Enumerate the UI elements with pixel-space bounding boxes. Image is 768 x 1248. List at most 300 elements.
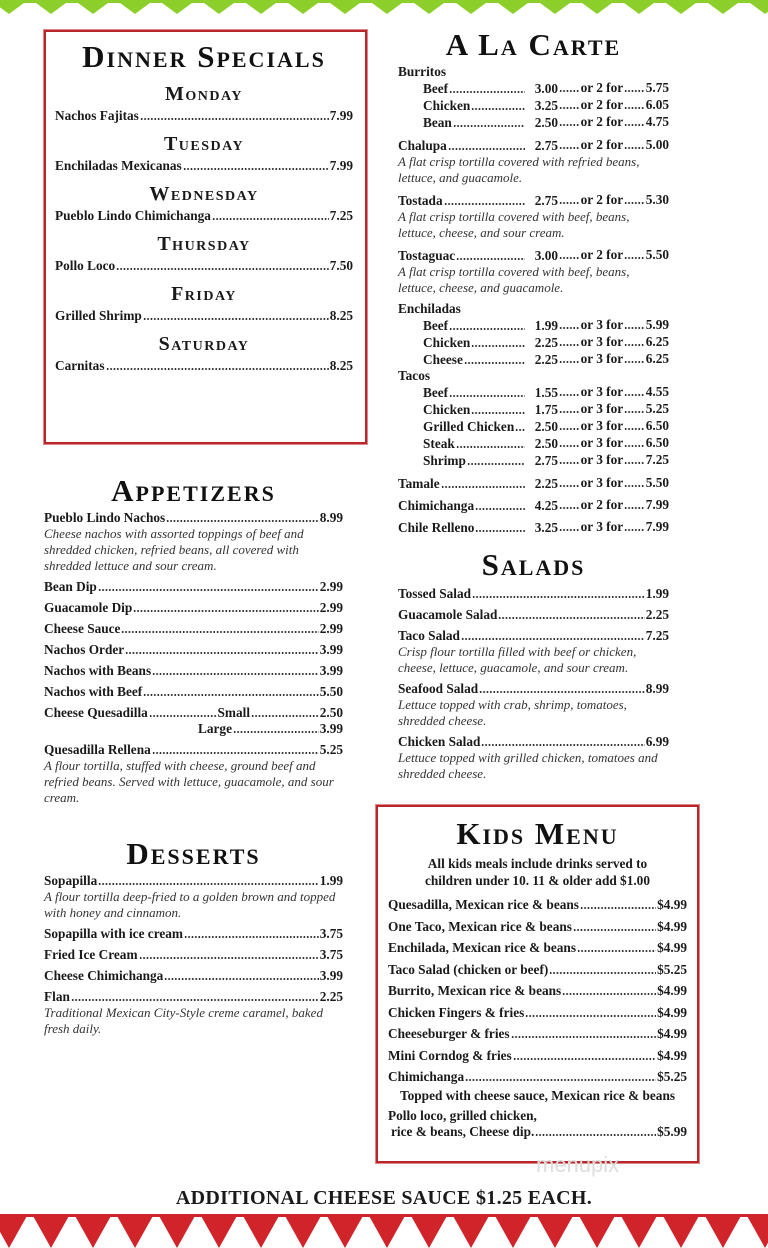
item-name: Cheese Quesadilla: [44, 705, 148, 720]
item-price: 1.99: [534, 318, 558, 333]
dot-leader: [475, 529, 525, 533]
dot-leader: [624, 506, 645, 510]
menu-item: [44, 663, 343, 679]
deal-price: 5.30: [645, 192, 669, 207]
item-name: Chimichanga: [388, 1069, 465, 1084]
deal-cell: [558, 80, 669, 96]
deal-label: or 2 for: [580, 114, 624, 129]
item-price: 3.99: [319, 642, 343, 657]
menu-item: [44, 742, 343, 758]
item-name-cell: [423, 385, 526, 401]
item-price: 2.50: [319, 705, 343, 720]
dot-leader: [549, 971, 656, 975]
a-la-carte-row: [398, 475, 669, 492]
item-name: Chile Relleno: [398, 520, 475, 535]
dot-leader: [559, 89, 580, 93]
dot-leader: [535, 1133, 656, 1137]
item-price: $4.99: [657, 1004, 687, 1020]
dot-leader: [456, 257, 525, 261]
item-name-cell: [423, 81, 526, 97]
item-name-cell: [423, 402, 526, 418]
a-la-carte-row: [398, 317, 669, 334]
item-name: Flan: [44, 989, 70, 1004]
dot-leader: [624, 89, 645, 93]
dot-leader: [456, 445, 525, 449]
item-name: Nachos Fajitas: [55, 108, 139, 123]
deal-cell: [558, 384, 669, 400]
item-name: Quesadilla, Mexican rice & beans: [388, 897, 579, 912]
dot-leader: [133, 609, 318, 613]
item-description: Cheese nachos with assorted toppings of beef and shredded chicken, refried beans, all covered with shredded lettuce and sour cream.: [44, 526, 304, 573]
item-name: Chimichanga: [398, 498, 475, 513]
dot-leader: [559, 410, 580, 414]
item-name: Taco Salad (chicken or beef): [388, 961, 549, 977]
a-la-carte-title: A La Carte: [445, 27, 622, 62]
item-price: 2.50: [534, 436, 558, 451]
deal-label: or 3 for: [580, 334, 624, 349]
item-name: Cheese Sauce: [44, 621, 121, 636]
menu-item: [44, 947, 343, 963]
item-price: 7.99: [329, 158, 353, 173]
item-price: 2.25: [534, 352, 558, 367]
deal-price: 4.75: [645, 114, 669, 129]
item-name: Bean: [423, 115, 452, 130]
item-description: A flat crisp tortilla covered with refried beans, lettuce, and guacamole.: [398, 154, 640, 185]
deal-cell: [558, 497, 669, 513]
item-price: 8.25: [329, 308, 353, 323]
pennant-triangle: [32, 1214, 70, 1248]
deal-cell: [558, 137, 669, 153]
dot-leader: [98, 882, 319, 886]
item-price: 3.00: [534, 81, 558, 96]
kids-item: [388, 919, 687, 935]
dot-leader: [559, 256, 580, 260]
item-price: $4.99: [657, 1026, 687, 1041]
item-price: 7.50: [329, 258, 353, 273]
item-price: $5.25: [657, 961, 687, 977]
deal-cell: [558, 97, 669, 113]
a-la-carte-row: [398, 418, 669, 435]
item-name: Chicken: [423, 402, 471, 417]
kids-item: [388, 1048, 687, 1064]
item-name: Chicken: [423, 98, 471, 113]
item-price: 2.25: [534, 476, 558, 491]
item-name-cell: [423, 436, 526, 452]
item-name-cell: [398, 193, 526, 209]
item-name-cell: [423, 98, 526, 114]
item-description: A flour tortilla deep-fried to a golden brown and topped with honey and cinnamon.: [44, 889, 336, 920]
dot-leader: [624, 256, 645, 260]
item-name: Guacamole Dip: [44, 600, 133, 615]
menu-item: [44, 926, 343, 942]
item-price: $5.99: [657, 1124, 687, 1139]
footer-note: ADDITIONAL CHEESE SAUCE $1.25 EACH.: [175, 1187, 593, 1209]
item-name-cell: [423, 318, 526, 334]
deal-label: or 3 for: [580, 351, 624, 366]
item-name: rice & beans, Cheese dip.: [391, 1124, 535, 1139]
item-name: Nachos with Beans: [44, 663, 152, 678]
day-heading: Monday: [165, 83, 243, 105]
dot-leader: [624, 461, 645, 465]
item-price: 7.99: [329, 108, 353, 123]
item-name: Guacamole Salad: [398, 607, 498, 622]
menu-item: [44, 968, 343, 984]
band-strip: [0, 1214, 768, 1217]
dot-leader: [498, 616, 644, 620]
deal-label: or 3 for: [580, 401, 624, 416]
dot-leader: [580, 906, 656, 910]
pennant-triangle: [704, 1214, 742, 1248]
deal-label: or 3 for: [580, 317, 624, 332]
deal-cell: [558, 401, 669, 417]
item-name-cell: [398, 248, 526, 264]
pennant-triangle: [116, 1214, 154, 1248]
menu-item: [44, 579, 343, 595]
deal-price: 5.00: [645, 137, 669, 152]
a-la-carte-row: [398, 192, 669, 209]
kids-item: [388, 1026, 687, 1042]
deal-price: 6.50: [645, 435, 669, 450]
deal-cell: [558, 418, 669, 434]
item-name: Grilled Chicken: [423, 419, 515, 434]
pennant-triangle: [662, 1214, 700, 1248]
menu-item: [398, 586, 669, 602]
dot-leader: [624, 444, 645, 448]
a-la-carte-row: [398, 114, 669, 131]
deal-cell: [558, 317, 669, 333]
deal-label: or 2 for: [580, 192, 624, 207]
group-label: Tacos: [398, 368, 431, 383]
dot-leader: [624, 393, 645, 397]
dot-leader: [624, 410, 645, 414]
deal-price: 7.99: [645, 519, 669, 534]
item-price: 3.99: [319, 968, 343, 983]
pennant-triangle: [746, 1214, 768, 1248]
item-name-cell: [423, 453, 526, 469]
item-name: Beef: [423, 81, 449, 96]
item-name: Grilled Shrimp: [55, 308, 142, 323]
deal-price: 5.75: [645, 80, 669, 95]
kids-menu-box: [376, 805, 699, 1163]
item-price: 2.99: [319, 579, 343, 594]
dot-leader: [212, 217, 329, 221]
kids-item: [388, 983, 687, 999]
deal-cell: [558, 452, 669, 468]
dot-leader: [624, 201, 645, 205]
dot-leader: [152, 751, 319, 755]
a-la-carte-row: [398, 384, 669, 401]
item-price: 1.55: [534, 385, 558, 400]
dot-leader: [183, 167, 329, 171]
dinner-specials-list: [55, 82, 353, 374]
a-la-carte-row: [398, 80, 669, 97]
dot-leader: [559, 461, 580, 465]
dot-leader: [573, 928, 656, 932]
item-name: Chicken Fingers & fries: [388, 1004, 525, 1020]
item-price: 2.25: [645, 607, 669, 622]
deal-label: or 3 for: [580, 418, 624, 433]
item-description: A flour tortilla, stuffed with cheese, ground beef and refried beans. Served with lettuce, guacamole, and sour cream.: [44, 758, 334, 805]
a-la-carte-row: [398, 97, 669, 114]
item-price: 8.99: [645, 681, 669, 696]
special-item: [55, 258, 353, 274]
a-la-carte-row: [398, 435, 669, 452]
group-label: Enchiladas: [398, 301, 461, 316]
day-heading: Friday: [171, 283, 237, 305]
menu-item: [398, 607, 669, 623]
pennant-triangle: [200, 1214, 238, 1248]
menu-item: [398, 681, 669, 697]
menu-item: [44, 684, 343, 700]
dot-leader: [441, 485, 525, 489]
dot-leader: [448, 147, 525, 151]
kids-item: [388, 1005, 687, 1021]
desserts-section: [44, 837, 343, 1037]
dot-leader: [559, 484, 580, 488]
item-price: 1.99: [645, 586, 669, 601]
dot-leader: [513, 1057, 656, 1061]
dot-leader: [624, 123, 645, 127]
dot-leader: [152, 672, 319, 676]
dot-leader: [559, 506, 580, 510]
size-row: [44, 705, 343, 721]
pennant-triangle: [368, 1214, 406, 1248]
deal-cell: [558, 247, 669, 263]
salads-list: [398, 586, 669, 782]
item-name: Pueblo Lindo Nachos: [44, 510, 166, 525]
dot-leader: [449, 90, 525, 94]
dot-leader: [559, 343, 580, 347]
pennant-triangle: [620, 1214, 658, 1248]
kids-item: [388, 962, 687, 978]
item-name: Chicken Salad: [398, 734, 481, 749]
day-heading: Saturday: [158, 333, 250, 355]
menu-item: [44, 600, 343, 616]
item-price: 3.00: [534, 248, 558, 263]
dot-leader: [461, 637, 645, 641]
item-name-cell: [423, 419, 526, 435]
special-item: [55, 158, 353, 174]
dot-leader: [143, 693, 318, 697]
dot-leader: [559, 427, 580, 431]
item-name: Enchilada, Mexican rice & beans: [388, 940, 576, 955]
dot-leader: [121, 630, 318, 634]
item-price: 5.25: [319, 742, 343, 757]
dot-leader: [471, 107, 525, 111]
item-name: One Taco, Mexican rice & beans: [388, 918, 572, 934]
appetizers-list: [44, 510, 343, 806]
day-heading: Wednesday: [149, 183, 259, 205]
dot-leader: [467, 462, 525, 466]
deal-price: 7.99: [645, 497, 669, 512]
dot-leader: [143, 317, 329, 321]
dot-leader: [559, 106, 580, 110]
item-name: Nachos Order: [44, 642, 125, 657]
deal-label: or 3 for: [580, 435, 624, 450]
dot-leader: [624, 146, 645, 150]
dot-leader: [106, 367, 329, 371]
band-strip: [0, 0, 768, 3]
dot-leader: [479, 690, 645, 694]
pennant-triangle: [494, 1214, 532, 1248]
item-price: 7.25: [329, 208, 353, 223]
dot-leader: [624, 326, 645, 330]
dot-leader: [624, 528, 645, 532]
item-name: Carnitas: [55, 358, 105, 373]
dot-leader: [577, 949, 656, 953]
dot-leader: [139, 956, 319, 960]
item-description: Crisp flour tortilla filled with beef or chicken, cheese, lettuce, guacamole, and sour cream.: [398, 644, 637, 675]
item-name: Beef: [423, 318, 449, 333]
deal-cell: [558, 334, 669, 350]
item-name: Pueblo Lindo Chimichanga: [55, 208, 211, 223]
dot-leader: [472, 595, 645, 599]
a-la-carte-row: [398, 334, 669, 351]
dot-leader: [184, 935, 319, 939]
dot-leader: [559, 146, 580, 150]
item-name: Fried Ice Cream: [44, 947, 138, 962]
pennant-triangle: [74, 1214, 112, 1248]
item-price: 5.50: [319, 684, 343, 699]
dot-leader: [624, 343, 645, 347]
menu-item: [398, 628, 669, 644]
dot-leader: [525, 1014, 656, 1018]
item-price: 2.75: [534, 193, 558, 208]
kids-item: [388, 1069, 687, 1085]
dot-leader: [251, 714, 319, 718]
dot-leader: [481, 743, 644, 747]
dot-leader: [453, 124, 525, 128]
item-name-line1: Pollo loco, grilled chicken,: [388, 1108, 537, 1123]
item-price: 3.75: [319, 947, 343, 962]
pennant-triangle: [0, 1214, 28, 1248]
item-name: Cheese Chimichanga: [44, 968, 164, 983]
item-name: Tossed Salad: [398, 586, 472, 601]
item-name: Tostaguac: [398, 248, 456, 263]
dot-leader: [559, 360, 580, 364]
deal-price: 5.99: [645, 317, 669, 332]
deal-label: or 3 for: [580, 475, 624, 490]
menu-item: [44, 510, 343, 526]
dot-leader: [464, 361, 525, 365]
deal-price: 5.50: [645, 475, 669, 490]
deal-price: 7.25: [645, 452, 669, 467]
item-price: 2.99: [319, 600, 343, 615]
item-price: 1.75: [534, 402, 558, 417]
item-name: Chalupa: [398, 138, 447, 153]
item-name: Seafood Salad: [398, 681, 479, 696]
item-price: 3.25: [534, 520, 558, 535]
deal-price: 4.55: [645, 384, 669, 399]
item-price: $5.25: [657, 1069, 687, 1084]
dot-leader: [624, 427, 645, 431]
item-name: Quesadilla Rellena: [44, 742, 151, 757]
group-label: Burritos: [398, 64, 447, 79]
a-la-carte-row: [398, 519, 669, 536]
item-price: $4.99: [657, 940, 687, 955]
kids-item: [388, 897, 687, 913]
item-description: A flat crisp tortilla covered with beef, beans, lettuce, cheese, and sour cream.: [398, 209, 630, 240]
item-name: Sopapilla with ice cream: [44, 926, 183, 941]
deal-label: or 3 for: [580, 452, 624, 467]
item-price: $4.99: [657, 983, 687, 998]
item-price: 3.25: [534, 98, 558, 113]
menu-item: [44, 642, 343, 658]
dot-leader: [559, 393, 580, 397]
item-name: Nachos with Beef: [44, 684, 143, 699]
item-name-cell: [423, 335, 526, 351]
deal-label: or 2 for: [580, 137, 624, 152]
a-la-carte-row: [398, 401, 669, 418]
kids-note-line-2: children under 10. 11 & older add $1.00: [425, 873, 650, 888]
watermark: menupix: [536, 1152, 620, 1177]
deal-price: 6.25: [645, 351, 669, 366]
item-price: $4.99: [657, 918, 687, 934]
dot-leader: [465, 1078, 656, 1082]
item-name: Chicken: [423, 335, 471, 350]
dot-leader: [449, 327, 525, 331]
dot-leader: [166, 519, 319, 523]
item-price: 2.50: [534, 419, 558, 434]
kids-menu-list: [388, 897, 687, 1140]
dot-leader: [149, 714, 217, 718]
dot-leader: [475, 507, 525, 511]
deal-label: or 2 for: [580, 497, 624, 512]
item-name-cell: [423, 115, 526, 131]
pennant-triangle: [242, 1214, 280, 1248]
dot-leader: [559, 326, 580, 330]
deal-cell: [558, 351, 669, 367]
item-price: 8.25: [329, 358, 353, 373]
special-item: [55, 208, 353, 224]
kids-item: [388, 1124, 687, 1140]
pennant-triangle: [578, 1214, 616, 1248]
pennant-triangle: [326, 1214, 364, 1248]
menu-item: [44, 989, 343, 1005]
a-la-carte-list: [398, 64, 669, 536]
dot-leader: [164, 977, 318, 981]
kids-note-line-1: All kids meals include drinks served to: [427, 856, 648, 871]
item-note: Topped with cheese sauce, Mexican rice & beans: [399, 1088, 676, 1103]
item-description: Traditional Mexican City-Style creme caramel, baked fresh daily.: [44, 1005, 323, 1036]
item-price: $4.99: [657, 897, 687, 912]
item-description: Lettuce topped with crab, shrimp, tomatoes, shredded cheese.: [398, 697, 627, 728]
item-name: Taco Salad: [398, 628, 460, 643]
dot-leader: [624, 360, 645, 364]
salads-section: [398, 548, 669, 782]
item-name: Tostada: [398, 193, 443, 208]
day-heading: Tuesday: [163, 133, 245, 155]
item-price: 1.99: [319, 873, 343, 888]
dot-leader: [98, 588, 319, 592]
pennant-triangle: [158, 1214, 196, 1248]
item-price: 3.75: [319, 926, 343, 941]
size-row: [44, 721, 343, 737]
item-name-cell: [398, 476, 526, 492]
deal-price: 6.05: [645, 97, 669, 112]
deal-cell: [558, 435, 669, 451]
dot-leader: [559, 123, 580, 127]
item-description: A flat crisp tortilla covered with beef, beans, lettuce, cheese, and guacamole.: [398, 264, 630, 295]
item-name: Pollo Loco: [55, 258, 116, 273]
day-heading: Thursday: [157, 233, 251, 255]
pennant-triangle: [410, 1214, 448, 1248]
dot-leader: [624, 484, 645, 488]
item-price: 3.99: [319, 721, 343, 736]
dot-leader: [515, 428, 525, 432]
item-name: Enchiladas Mexicanas: [55, 158, 182, 173]
item-price: 8.99: [319, 510, 343, 525]
